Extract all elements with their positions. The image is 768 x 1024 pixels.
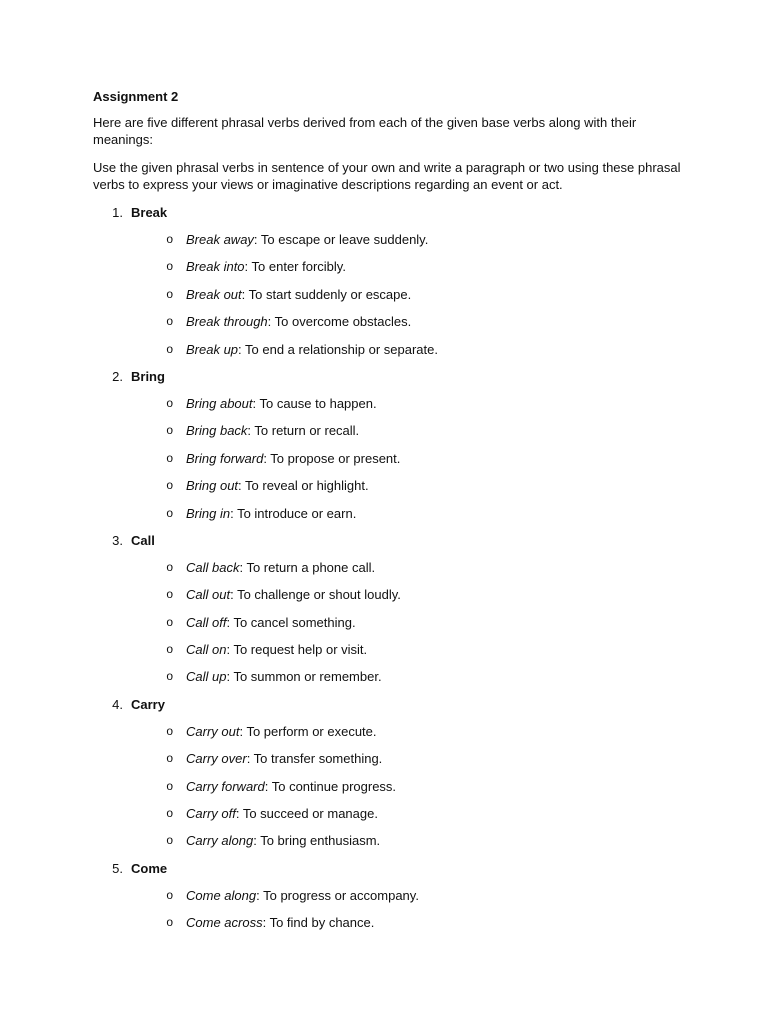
- phrasal-verb-term: Break through: [186, 314, 268, 330]
- phrasal-verb-meaning: : To return or recall.: [247, 423, 360, 439]
- definition-text: [186, 422, 359, 439]
- verb-heading: [93, 368, 683, 395]
- definition-item: [93, 505, 683, 532]
- phrasal-verb-meaning: : To find by chance.: [262, 915, 375, 931]
- verb-section-come: [93, 860, 683, 942]
- verb-name: Bring: [131, 368, 165, 384]
- definition-list: [93, 395, 683, 532]
- definition-text: [186, 750, 382, 767]
- phrasal-verb-term: Call off: [186, 614, 227, 630]
- definition-item: [93, 586, 683, 613]
- definition-item: [93, 395, 683, 422]
- definition-text: [186, 641, 367, 658]
- phrasal-verb-meaning: : To perform or execute.: [239, 723, 377, 739]
- definition-text: [186, 778, 396, 795]
- definition-text: [186, 341, 438, 358]
- definition-text: [186, 559, 375, 576]
- definition-text: [186, 832, 380, 849]
- circle-bullet-icon: o: [166, 642, 173, 657]
- phrasal-verb-term: Carry over: [186, 751, 247, 767]
- definition-text: [186, 450, 400, 467]
- circle-bullet-icon: o: [166, 833, 173, 848]
- circle-bullet-icon: o: [166, 915, 173, 930]
- phrasal-verb-meaning: : To cancel something.: [226, 614, 356, 630]
- verb-heading: [93, 204, 683, 231]
- page-title: Assignment 2: [93, 89, 179, 104]
- phrasal-verb-term: Bring about: [186, 395, 253, 411]
- definition-text: [186, 668, 382, 685]
- phrasal-verb-term: Break up: [186, 341, 239, 357]
- definition-item: [93, 914, 683, 941]
- definition-item: [93, 286, 683, 313]
- phrasal-verb-meaning: : To challenge or shout loudly.: [230, 587, 401, 603]
- definition-list: [93, 559, 683, 696]
- definition-text: [186, 887, 419, 904]
- verb-number: 2.: [112, 368, 123, 384]
- verb-section-bring: [93, 368, 683, 532]
- intro-paragraph: Here are five different phrasal verbs derived from each of the given base verbs along with their meanings:: [93, 115, 637, 147]
- verb-section-call: [93, 532, 683, 696]
- phrasal-verb-meaning: : To summon or remember.: [226, 669, 382, 685]
- definition-text: [186, 286, 411, 303]
- definition-item: [93, 778, 683, 805]
- circle-bullet-icon: o: [166, 751, 173, 766]
- phrasal-verb-meaning: : To propose or present.: [263, 450, 401, 466]
- definition-text: [186, 313, 411, 330]
- definition-text: [186, 231, 428, 248]
- circle-bullet-icon: o: [166, 341, 173, 356]
- phrasal-verb-term: Call on: [186, 642, 227, 658]
- definition-item: [93, 450, 683, 477]
- verb-list: [93, 204, 683, 942]
- verb-heading: [93, 532, 683, 559]
- verb-name: Call: [131, 532, 155, 548]
- phrasal-verb-term: Call back: [186, 559, 240, 575]
- verb-section-carry: [93, 696, 683, 860]
- definition-list: [93, 231, 683, 368]
- definition-item: [93, 832, 683, 859]
- definition-item: [93, 341, 683, 368]
- phrasal-verb-meaning: : To cause to happen.: [252, 395, 377, 411]
- circle-bullet-icon: o: [166, 450, 173, 465]
- phrasal-verb-term: Call out: [186, 587, 231, 603]
- circle-bullet-icon: o: [166, 286, 173, 301]
- phrasal-verb-meaning: : To enter forcibly.: [244, 259, 346, 275]
- verb-name: Break: [131, 205, 168, 220]
- circle-bullet-icon: o: [166, 314, 173, 329]
- verb-number: 3.: [112, 532, 123, 548]
- circle-bullet-icon: o: [166, 505, 173, 520]
- definition-item: [93, 887, 683, 914]
- definition-text: [186, 477, 369, 494]
- definition-item: [93, 723, 683, 750]
- phrasal-verb-meaning: : To succeed or manage.: [235, 806, 378, 822]
- verb-heading: [93, 696, 683, 723]
- definition-item: [93, 750, 683, 777]
- verb-name: Come: [131, 860, 168, 876]
- definition-list: [93, 887, 683, 942]
- circle-bullet-icon: o: [166, 423, 173, 438]
- definition-item: [93, 614, 683, 641]
- circle-bullet-icon: o: [166, 778, 173, 793]
- phrasal-verb-term: Come across: [186, 915, 263, 931]
- phrasal-verb-term: Carry forward: [186, 778, 265, 794]
- phrasal-verb-meaning: : To transfer something.: [246, 751, 383, 767]
- phrasal-verb-meaning: : To start suddenly or escape.: [241, 286, 412, 302]
- phrasal-verb-term: Bring in: [186, 505, 231, 521]
- definition-text: [186, 395, 377, 412]
- phrasal-verb-meaning: : To introduce or earn.: [230, 505, 357, 521]
- definition-item: [93, 313, 683, 340]
- phrasal-verb-term: Break out: [186, 286, 242, 302]
- verb-number: 5.: [112, 860, 123, 876]
- circle-bullet-icon: o: [166, 232, 173, 246]
- phrasal-verb-meaning: : To reveal or highlight.: [238, 478, 369, 494]
- phrasal-verb-term: Carry off: [186, 806, 236, 822]
- definition-text: [186, 586, 401, 603]
- phrasal-verb-meaning: : To progress or accompany.: [256, 887, 419, 903]
- definition-list: [93, 723, 683, 860]
- phrasal-verb-meaning: : To end a relationship or separate.: [238, 341, 438, 357]
- definition-text: [186, 258, 346, 275]
- definition-text: [186, 914, 374, 931]
- phrasal-verb-term: Bring forward: [186, 450, 264, 466]
- phrasal-verb-term: Bring back: [186, 423, 248, 439]
- document-page: [93, 88, 683, 942]
- phrasal-verb-term: Carry out: [186, 723, 240, 739]
- definition-item: [93, 641, 683, 668]
- circle-bullet-icon: o: [166, 614, 173, 629]
- phrasal-verb-meaning: : To request help or visit.: [226, 642, 368, 658]
- verb-number: 1.: [112, 205, 123, 220]
- circle-bullet-icon: o: [166, 259, 173, 274]
- definition-item: [93, 422, 683, 449]
- definition-item: [93, 805, 683, 832]
- phrasal-verb-meaning: : To continue progress.: [264, 778, 397, 794]
- circle-bullet-icon: o: [166, 669, 173, 684]
- circle-bullet-icon: o: [166, 559, 173, 574]
- phrasal-verb-term: Come along: [186, 887, 257, 903]
- definition-text: [186, 614, 356, 631]
- verb-name: Carry: [131, 696, 165, 712]
- circle-bullet-icon: o: [166, 723, 173, 738]
- phrasal-verb-term: Call up: [186, 669, 227, 685]
- phrasal-verb-term: Break into: [186, 259, 245, 275]
- circle-bullet-icon: o: [166, 395, 173, 410]
- circle-bullet-icon: o: [166, 887, 173, 902]
- definition-text: [186, 723, 377, 740]
- phrasal-verb-term: Carry along: [186, 833, 254, 849]
- definition-text: [186, 805, 378, 822]
- verb-section-break: [93, 204, 683, 368]
- definition-item: [93, 668, 683, 695]
- phrasal-verb-meaning: : To overcome obstacles.: [267, 314, 412, 330]
- verb-number: 4.: [112, 696, 123, 712]
- definition-text: [186, 505, 356, 522]
- definition-item: [93, 258, 683, 285]
- phrasal-verb-meaning: : To return a phone call.: [239, 559, 376, 575]
- circle-bullet-icon: o: [166, 587, 173, 602]
- phrasal-verb-term: Bring out: [186, 478, 239, 494]
- definition-item: [93, 477, 683, 504]
- phrasal-verb-meaning: : To escape or leave suddenly.: [253, 232, 429, 247]
- definition-item: [93, 231, 683, 258]
- phrasal-verb-term: Break away: [186, 232, 254, 247]
- circle-bullet-icon: o: [166, 478, 173, 493]
- verb-heading: [93, 860, 683, 887]
- definition-item: [93, 559, 683, 586]
- instructions-paragraph: Use the given phrasal verbs in sentence of your own and write a paragraph or two using these phrasal verbs to express your views or imaginative descriptions regarding an event or act.: [93, 160, 681, 192]
- phrasal-verb-meaning: : To bring enthusiasm.: [253, 833, 381, 849]
- circle-bullet-icon: o: [166, 806, 173, 821]
